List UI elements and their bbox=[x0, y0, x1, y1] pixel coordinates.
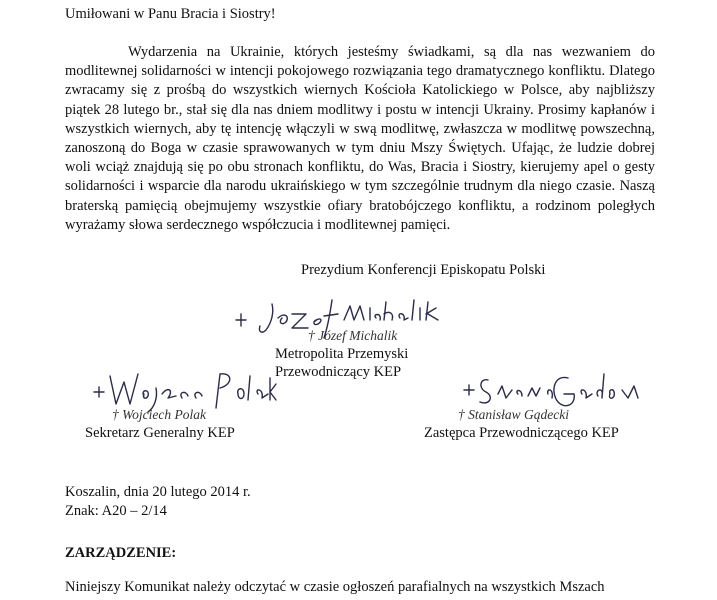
document-reference: Znak: A20 – 2/14 bbox=[65, 503, 167, 519]
signatory-gadecki bbox=[424, 406, 619, 442]
signatory-polak bbox=[85, 406, 235, 442]
letter-body-text: Wydarzenia na Ukrainie, których jesteśmy świadkami, są dla nas wezwaniem do modlitewnej solidarności w intencji pokojowego rozwiązania tego dramatycznego konfliktu. Dlatego zwracamy się z prośbą do wszystkich wiernych Kościoła Katolickiego w Polsce, aby najbliższy piątek 28 lutego br., stał się dla nas dniem modlitwy i postu w intencji Ukrainy. Prosimy kapłanów i wszystkich wiernych, aby tę intencję włączyli w swą modlitwę, zwłaszcza w modlitwę powszechną, zanoszoną do Boga w czasie sprawowanych w tym dniu Mszy Świętych. Ufając, że ludzie dobrej woli wciąż znajdują się po obu stronach konfliktu, do Was, Bracia i Siostry, kierujemy apel o gesty solidarności i wsparcie dla narodu ukraińskiego w tym szczególnie trudnym dla niego czasie. Naszą braterską pamięcią obejmujemy wszystkie ofiary bratobójczego konfliktu, a rodzinom poległych wyrażamy słowa serdecznego współczucia i modlitewnej pamięci. bbox=[65, 44, 655, 233]
signatory-name: † Wojciech Polak bbox=[112, 407, 206, 422]
signatory-title: Metropolita Przemyski bbox=[275, 346, 409, 362]
decree-text: Niniejszy Komunikat należy odczytać w czasie ogłoszeń parafialnych na wszystkich Mszach bbox=[65, 579, 605, 595]
letter-body bbox=[65, 43, 655, 235]
place-and-date: Koszalin, dnia 20 lutego 2014 r. bbox=[65, 484, 251, 500]
greeting: Umiłowani w Panu Bracia i Siostry! bbox=[65, 6, 276, 22]
signatory-title: Zastępca Przewodniczącego KEP bbox=[424, 425, 619, 441]
decree-heading: ZARZĄDZENIE: bbox=[65, 545, 177, 561]
signatory-title: Sekretarz Generalny KEP bbox=[85, 425, 235, 441]
signatory-name: † Stanisław Gądecki bbox=[458, 407, 569, 422]
presidium-line: Prezydium Konferencji Episkopatu Polski bbox=[301, 262, 546, 278]
signatory-michalik bbox=[275, 327, 408, 381]
signatory-title: Przewodniczący KEP bbox=[275, 364, 402, 380]
signatory-name: † Józef Michalik bbox=[308, 328, 398, 343]
